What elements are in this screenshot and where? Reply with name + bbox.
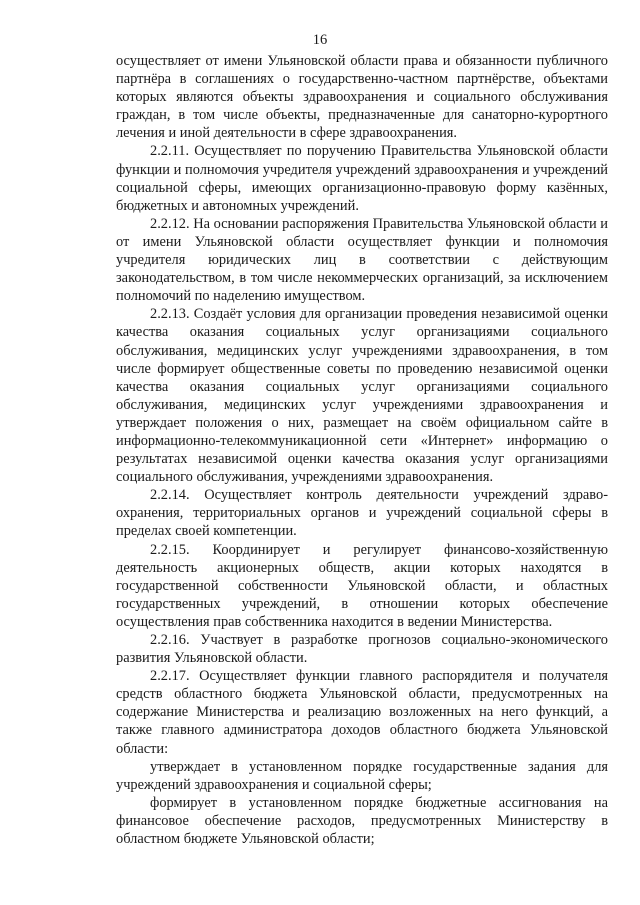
paragraph-2-2-14: 2.2.14. Осуществляет контроль деятельности учреждений здраво-охранения, территориальных органов и учреждений социальной сферы в пределах своей компетенции. [116, 487, 608, 540]
paragraph-continuation: осуществляет от имени Ульяновской области права и обязанности публичного партнёра в соглашениях о государственно-частном партнёрстве, объектами которых являются объекты здравоохранения и социального обслуживания граждан, в том числе объекты, предназначенные для санаторно-курортного лечения и иной деятельности в сфере здравоохранения. [116, 53, 608, 142]
paragraph-2-2-15: 2.2.15. Координирует и регулирует финансово-хозяйственную деятельность акционерных обществ, акции которых находятся в государственной собственности Ульяновской области, и областных государственных учреждений, в отношении которых обеспечение осуществления прав собственника находится в ведении Министерства. [116, 541, 608, 630]
page-number: 16 [312, 32, 328, 48]
paragraph-2-2-11: 2.2.11. Осуществляет по поручению Правительства Ульяновской области функции и полномочия учредителя учреждений здравоохранения и учреждений социальной сферы, имеющих организационно-правовую форму казённых, бюджетных и автономных учреждений. [116, 143, 608, 214]
paragraph-2-2-13: 2.2.13. Создаёт условия для организации проведения независимой оценки качества оказания социальных услуг организациями социального обслуживания, медицинских услуг учреждениями здравоохранения, в том числе формирует общественные советы по проведению независимой оценки качества оказания социальных услуг организациями социального обслуживания, медицинских услуг учреждениями здравоохранения и утверждает положения о них, размещает на своём официальном сайте в информационно-телекоммуникационной сети «Интернет» информацию о результатах независимой оценки качества оказания услуг организациями социального обслуживания, учреждениями здравоохранения. [116, 306, 608, 486]
paragraph-2-2-12: 2.2.12. На основании распоряжения Правительства Ульяновской области и от имени Ульяновской области осуществляет функции и полномочия учредителя юридических лиц в соответствии с действующим законодательством, в том числе некоммерческих организаций, за исключением полномочий по наделению имуществом. [116, 215, 608, 305]
document-body [116, 52, 608, 848]
paragraph-subitem-tasks: утверждает в установленном порядке государственные задания для учреждений здравоохранения и социальной сферы; [116, 758, 608, 793]
paragraph-2-2-16: 2.2.16. Участвует в разработке прогнозов социально-экономического развития Ульяновской области. [116, 632, 608, 667]
paragraph-2-2-17: 2.2.17. Осуществляет функции главного распорядителя и получателя средств областного бюджета Ульяновской области, предусмотренных на содержание Министерства и реализацию возложенных на него функций, а также главного администратора доходов областного бюджета Ульяновской области: [116, 668, 608, 757]
paragraph-subitem-budget: формирует в установленном порядке бюджетные ассигнования на финансовое обеспечение расходов, предусмотренных Министерству в областном бюджете Ульяновской области; [116, 794, 608, 848]
